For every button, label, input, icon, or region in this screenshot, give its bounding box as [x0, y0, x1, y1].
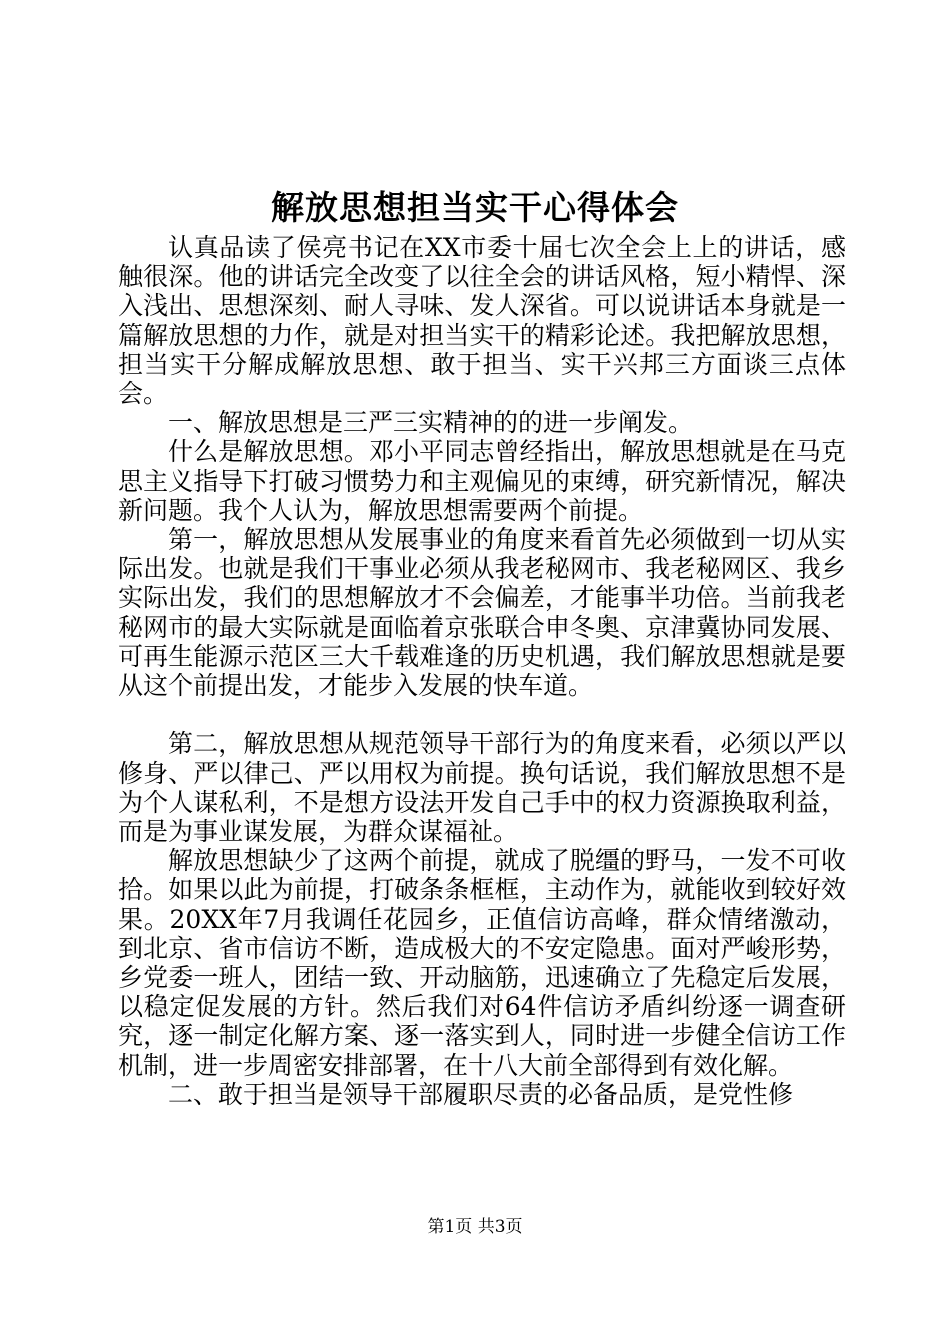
paragraph-heading-2: 二、敢于担当是领导干部履职尽责的必备品质，是党性修 — [168, 1079, 794, 1109]
paragraph-example: 解放思想缺少了这两个前提，就成了脱缰的野马，一发不可收拾。如果以此为前提，打破条条框框，主动作为，就能收到较好效果。20XX年7月我调任花园乡，正值信访高峰，群众情绪激动，到北京、省市信访不断，造成极大的不安定隐患。面对严峻形势，乡党委一班人，团结一致、开动脑筋，迅速确立了先稳定后发展，以稳定促发展的方针。然后我们对64件信访矛盾纠纷逐一调查研究，逐一制定化解方案、逐一落实到人，同时进一步健全信访工作机制，进一步周密安排部署，在十八大前全部得到有效化解。 — [118, 846, 846, 1080]
document-body — [118, 233, 846, 1109]
paragraph-heading-1: 一、解放思想是三严三实精神的的进一步阐发。 — [168, 408, 694, 438]
paragraph-definition: 什么是解放思想。邓小平同志曾经指出，解放思想就是在马克思主义指导下打破习惯势力和主观偏见的束缚，研究新情况，解决新问题。我个人认为，解放思想需要两个前提。 — [118, 437, 846, 525]
paragraph-second-premise: 第二，解放思想从规范领导干部行为的角度来看，必须以严以修身、严以律己、严以用权为前提。换句话说，我们解放思想不是为个人谋私利，不是想方设法开发自己手中的权力资源换取利益，而是为事业谋发展，为群众谋福祉。 — [118, 729, 846, 847]
document-title: 解放思想担当实干心得体会 — [271, 188, 679, 227]
paragraph-first-premise: 第一，解放思想从发展事业的角度来看首先必须做到一切从实际出发。也就是我们干事业必须从我老秘网市、我老秘网区、我乡实际出发，我们的思想解放才不会偏差，才能事半功倍。当前我老秘网市的最大实际就是面临着京张联合申冬奥、京津冀协同发展、可再生能源示范区三大千载难逢的历史机遇，我们解放思想就是要从这个前提出发，才能步入发展的快车道。 — [118, 525, 846, 701]
paragraph-intro: 认真品读了侯亮书记在XX市委十届七次全会上上的讲话，感触很深。他的讲话完全改变了以往全会的讲话风格，短小精悍、深入浅出、思想深刻、耐人寻味、发人深省。可以说讲话本身就是一篇解放思想的力作，就是对担当实干的精彩论述。我把解放思想，担当实干分解成解放思想、敢于担当、实干兴邦三方面谈三点体会。 — [118, 233, 846, 409]
page-footer: 第1页 共3页 — [427, 1217, 523, 1237]
